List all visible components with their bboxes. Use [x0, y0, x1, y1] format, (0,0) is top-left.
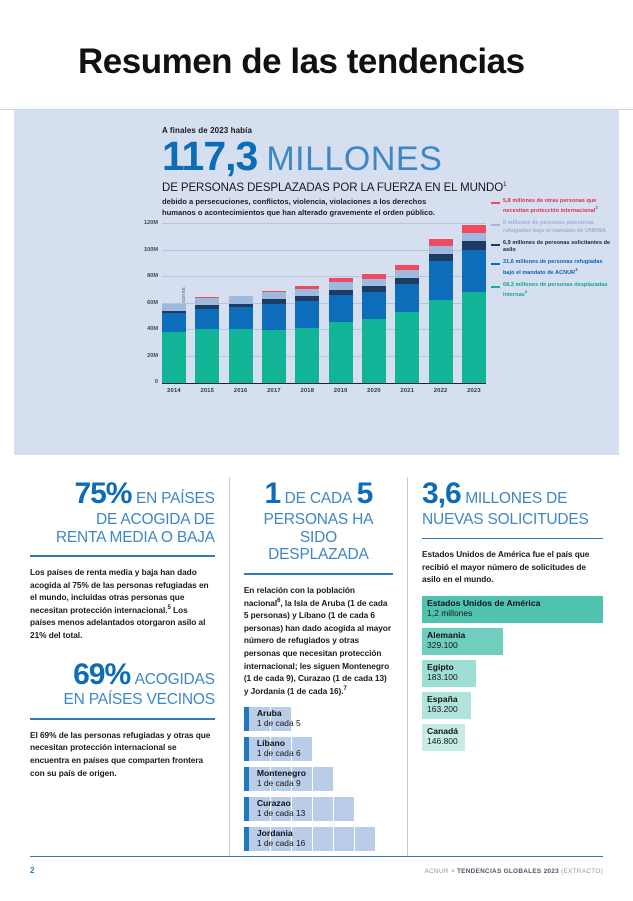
stats-columns	[14, 477, 619, 857]
paragraph-ratio-text: En relación con la población nacional	[243, 584, 355, 608]
paragraph-ratio-footnote-2: 7	[343, 686, 347, 693]
chart-bar	[429, 239, 453, 383]
asylum-caption	[427, 598, 540, 619]
bar-segment	[295, 289, 319, 296]
column-left-divider-1	[30, 555, 215, 557]
ratio-block	[354, 827, 375, 851]
ratio-country-value: 1 de cada 5	[256, 717, 301, 728]
bar-segment	[229, 296, 253, 303]
asylum-country-name: Alemania	[427, 629, 466, 640]
legend-color-swatch	[491, 286, 500, 288]
legend-footnote: 3	[575, 266, 578, 272]
ratio-country-name: Líbano	[256, 738, 285, 749]
asylum-caption	[427, 694, 458, 715]
hero-unit: MILLONES	[266, 140, 443, 178]
stat-75-heading	[30, 477, 215, 546]
x-axis-label: 2021	[400, 388, 415, 395]
x-axis-label: 2017	[267, 388, 281, 395]
legend-item	[491, 220, 613, 235]
ratio-country-name: Montenegro	[256, 768, 306, 779]
stat-69-heading	[30, 658, 215, 710]
ratio-country-value: 1 de cada 16	[256, 837, 306, 848]
chart-bars	[162, 224, 486, 383]
chart-bar	[462, 225, 486, 383]
bar-segment	[162, 304, 186, 311]
asylum-country-name: España	[427, 693, 458, 704]
x-axis-label: 2023	[467, 388, 481, 395]
footer-source-suffix: (EXTRACTO)	[558, 868, 603, 875]
bar-segment	[262, 304, 286, 331]
stat-75-number: 75%	[74, 477, 132, 510]
bar-segment	[229, 307, 253, 329]
asylum-country-value: 1,2 millones	[427, 608, 473, 619]
page-footer	[30, 866, 603, 875]
chart-legend	[491, 198, 613, 304]
bar-segment	[295, 328, 319, 383]
y-axis-tick: 40M	[147, 326, 158, 333]
paragraph-host-footnote: 5	[167, 605, 171, 612]
bar-segment	[429, 239, 453, 246]
stat-69-label: ACOGIDAS	[134, 670, 215, 688]
footer-source	[425, 868, 603, 875]
hero-kicker: A finales de 2023 había	[162, 126, 253, 135]
paragraph-host-text: Los países de renta media y baja han dado acogida al 75% de las personas refugiadas en el mundo, incluidas otras personas que necesitan protección internacional.	[30, 567, 209, 615]
title-band	[0, 0, 633, 97]
paragraph-neighbouring: El 69% de las personas refugiadas y otras que necesitan protección internacional se encuentra en países que comparten frontera con su país de origen.	[30, 729, 211, 778]
x-axis-label: 2014	[167, 388, 181, 395]
ratio-list-item	[244, 707, 393, 731]
legend-label: 68,3 millones de personas desplazadas internas$^4$	[503, 281, 608, 298]
bar-segment	[462, 292, 486, 383]
paragraph-host-countries	[30, 566, 215, 642]
asylum-caption	[427, 662, 458, 683]
ratio-block	[333, 797, 354, 821]
ratio-caption	[257, 767, 306, 788]
chart-x-axis-labels	[162, 388, 486, 394]
ratio-list-item	[244, 767, 393, 791]
ratio-caption	[257, 797, 305, 818]
bar-segment	[362, 279, 386, 287]
asylum-country-value: 329.100	[427, 640, 458, 651]
bar-segment	[462, 225, 486, 233]
chart-plot-area	[144, 220, 486, 386]
y-axis-tick: 0	[154, 379, 158, 386]
bar-segment	[162, 332, 186, 383]
legend-label: 5,8 millones de otras personas que necesitan protección internacional$^2$	[503, 198, 598, 215]
ratio-blocks	[249, 737, 312, 761]
asylum-country-list	[422, 596, 603, 751]
asylum-country-value: 163.200	[427, 704, 458, 715]
stat-69-number: 69%	[73, 657, 131, 691]
y-axis-tick: 20M	[147, 352, 158, 359]
asylum-list-item	[422, 596, 603, 623]
stat-claims-label: MILLONES DE	[465, 490, 568, 507]
footer-divider	[30, 856, 603, 857]
page-number: 2	[30, 866, 35, 875]
ratio-block	[333, 827, 354, 851]
asylum-country-name: Egipto	[427, 661, 454, 672]
hero-subtitle-footnote: 1	[503, 181, 507, 188]
legend-item	[491, 259, 613, 276]
ratio-list-item	[244, 827, 393, 851]
legend-color-swatch	[491, 202, 500, 204]
column-host-countries	[30, 477, 229, 857]
stat-ratio-number-a: 1	[264, 477, 281, 510]
chart-bar	[329, 278, 353, 384]
bar-segment	[462, 250, 486, 292]
legend-item	[491, 282, 613, 299]
paragraph-population-ratio	[244, 584, 393, 697]
paragraph-new-claims: Estados Unidos de América fue el país que recibió el mayor número de solicitudes de asilo en el mundo.	[422, 549, 590, 585]
ratio-country-name: Aruba	[256, 708, 282, 719]
paragraph-host-tail: Los países menos adelantados otorgaron asilo al 21% del total.	[30, 604, 206, 641]
ratio-block	[312, 827, 333, 851]
hero-subtitle-text: DE PERSONAS DESPLAZADAS POR LA FUERZA EN EL MUNDO	[162, 181, 504, 194]
footer-source-title: TENDENCIAS GLOBALES 2023	[456, 868, 559, 875]
legend-label: 6,9 millones de personas solicitantes de asilo	[503, 239, 611, 254]
asylum-list-item	[422, 692, 603, 719]
page-title: Resumen de las tendencias	[78, 42, 525, 81]
hero-subtitle	[162, 181, 619, 194]
bar-segment	[362, 292, 386, 320]
ratio-caption	[257, 707, 301, 728]
stat-claims-heading	[422, 477, 603, 529]
bar-segment	[329, 282, 353, 289]
hero-big-number: 117,3	[162, 133, 258, 179]
ratio-blocks	[249, 797, 354, 821]
chart-bar	[362, 274, 386, 384]
legend-item	[491, 240, 613, 255]
legend-label: 31,6 millones de personas refugiadas bajo el mandato de ACNUR$^3$	[503, 259, 603, 276]
stat-ratio-label-3: DESPLAZADA	[268, 546, 369, 564]
x-axis-label: 2022	[433, 388, 448, 395]
legend-color-swatch	[491, 263, 500, 265]
bar-segment	[195, 329, 219, 383]
hero-chart-panel	[14, 110, 619, 455]
chart-bar	[229, 296, 253, 384]
ratio-block	[312, 797, 333, 821]
stat-claims-number: 3,6	[422, 477, 461, 510]
asylum-country-name: Canadá	[427, 725, 459, 736]
legend-color-swatch	[491, 224, 500, 226]
column-one-in-five	[229, 477, 407, 857]
legend-color-swatch	[491, 244, 500, 246]
bar-segment	[195, 298, 219, 305]
hero-note: debido a persecuciones, conflictos, violencia, violaciones a los derechos humanos o acontecimientos que han alterado gravemente el orden público.	[162, 196, 436, 217]
legend-footnote: 2	[595, 205, 598, 211]
x-axis-label: 2016	[233, 388, 248, 395]
ratio-country-value: 1 de cada 9	[256, 777, 301, 788]
bar-segment	[395, 312, 419, 383]
asylum-country-name: Estados Unidos de América	[427, 597, 541, 608]
y-axis-tick: 120M	[144, 220, 158, 227]
legend-label: 6 millones de personas palestinas refugiadas bajo el mandato de UNRWA	[503, 220, 607, 234]
x-axis-label: 2019	[333, 388, 348, 395]
bar-segment	[195, 309, 219, 329]
column-mid-divider	[244, 573, 393, 575]
bar-segment	[429, 300, 453, 383]
ratio-country-name: Jordania	[256, 828, 293, 839]
legend-item	[491, 198, 613, 215]
chart-bar	[162, 304, 186, 384]
ratio-caption	[257, 827, 305, 848]
asylum-list-item	[422, 660, 603, 687]
legend-footnote: 4	[524, 288, 528, 294]
stat-ratio-heading	[244, 477, 393, 564]
paragraph-ratio-footnote: 6	[277, 597, 281, 604]
bar-segment	[429, 254, 453, 261]
bar-segment	[262, 330, 286, 383]
stat-ratio-label: DE CADA	[284, 490, 353, 507]
bar-segment	[462, 233, 486, 241]
stat-75-label-2: DE ACOGIDA DE	[95, 510, 215, 528]
bar-segment	[329, 295, 353, 322]
y-axis-tick: 80M	[147, 273, 158, 280]
ratio-country-value: 1 de cada 13	[256, 807, 306, 818]
x-axis-label: 2015	[200, 388, 215, 395]
asylum-country-value: 146.800	[427, 736, 458, 747]
chart-bar	[195, 297, 219, 383]
stat-ratio-label-2: PERSONAS HA SIDO	[263, 510, 374, 546]
ratio-list-item	[244, 797, 393, 821]
ratio-caption	[257, 737, 301, 758]
stat-69-label-2: EN PAÍSES VECINOS	[63, 691, 215, 709]
y-axis-tick: 60M	[147, 299, 158, 306]
asylum-list-item	[422, 628, 603, 655]
ratio-country-value: 1 de cada 6	[256, 747, 301, 758]
stat-ratio-number-b: 5	[356, 477, 373, 510]
asylum-caption	[427, 630, 465, 651]
column-right-divider	[422, 538, 603, 540]
y-axis-tick: 100M	[144, 246, 158, 253]
bar-segment	[429, 246, 453, 254]
ratio-blocks	[249, 707, 301, 731]
stat-claims-label-2: NUEVAS SOLICITUDES	[422, 510, 589, 528]
ratio-block	[312, 767, 333, 791]
column-new-claims	[407, 477, 603, 857]
ratio-country-list	[244, 707, 393, 851]
ratio-blocks	[249, 767, 333, 791]
bar-segment	[262, 292, 286, 299]
chart-bar	[295, 286, 319, 383]
column-left-divider-2	[30, 718, 215, 720]
ratio-list-item	[244, 737, 393, 761]
ratio-country-name: Curazao	[256, 798, 291, 809]
bar-segment	[362, 319, 386, 383]
chart-bar	[395, 265, 419, 384]
bar-segment	[162, 313, 186, 332]
stat-75-label-3: RENTA MEDIA O BAJA	[55, 528, 215, 546]
bar-segment	[329, 322, 353, 383]
stat-75-label-1: EN PAÍSES	[135, 490, 215, 507]
asylum-list-item	[422, 724, 603, 751]
paragraph-ratio-tail: , la Isla de Aruba (1 de cada 5 personas) y Líbano (1 de cada 6 personas) han dado acogida al mayor número de refugiados y otras personas que necesitan protección internacional; les siguen Montenegro (1 de cada 9), Curazao (1 de cada 13) y Jordania (1 de cada 16).	[243, 597, 392, 696]
bar-segment	[462, 241, 486, 250]
chart-bar	[262, 291, 286, 383]
x-axis-label: 2018	[300, 388, 315, 395]
x-axis-label: 2020	[367, 388, 381, 395]
bar-segment	[429, 261, 453, 300]
bar-segment	[395, 270, 419, 278]
asylum-caption	[427, 726, 458, 747]
footer-source-prefix: ACNUR >	[424, 868, 457, 875]
bar-segment	[229, 329, 253, 383]
bar-segment	[395, 284, 419, 312]
bar-segment	[295, 301, 319, 328]
asylum-country-value: 183.100	[427, 672, 458, 683]
ratio-blocks	[249, 827, 375, 851]
hero-big-number-row	[162, 133, 619, 179]
